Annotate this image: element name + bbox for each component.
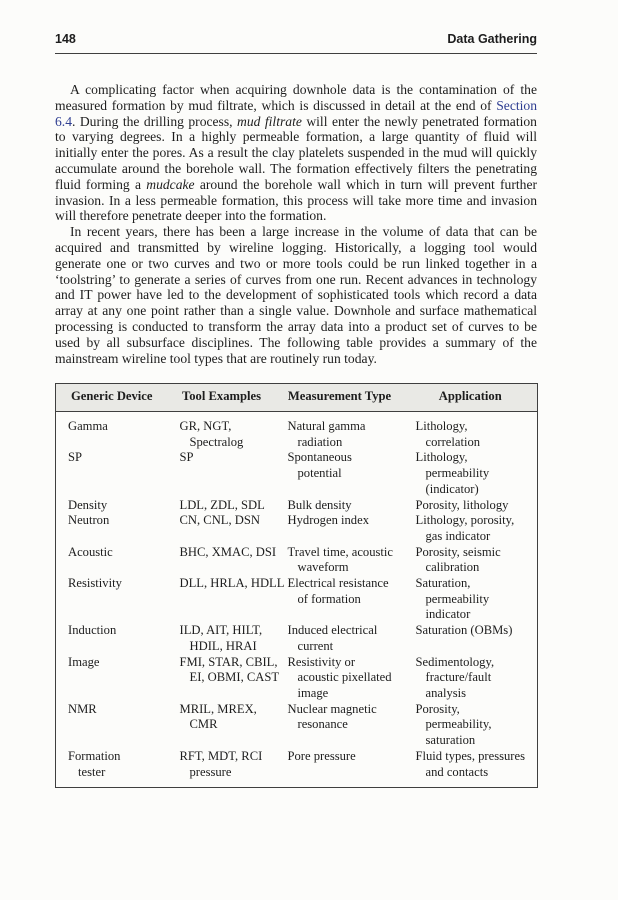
cell-line: potential (297, 466, 342, 481)
table-cell (276, 498, 404, 514)
table-cell (404, 498, 538, 514)
cell-line: (indicator) (425, 481, 479, 496)
cell-line: Lithology, porosity, (415, 513, 515, 528)
cell-line: HDIL, HRAI (189, 638, 257, 653)
table-cell (56, 623, 168, 654)
cell-line: Saturation, (415, 576, 471, 591)
table-cell (276, 702, 404, 749)
table-cell (168, 545, 276, 576)
wireline-tools-table (55, 383, 538, 788)
cell-line: Formation (68, 748, 121, 763)
table-cell (276, 545, 404, 576)
table-cell (56, 450, 168, 497)
cell-line: Gamma (68, 419, 108, 434)
column-header: Generic Device (56, 384, 168, 412)
text-segment: will enter the newly penetrated formation to varying degrees. In a highly permeable formation, a large quantity of fluid will initially enter the pores. As a result the clay platelets suspended in the mud will quickly accumulate around the borehole wall. The formation effectively filters the penetrating fluid forming a (55, 113, 537, 192)
cell-line: of formation (297, 591, 361, 606)
cell-line: correlation (425, 434, 481, 449)
cell-line: Lithology, (415, 450, 468, 465)
table-cell (404, 412, 538, 451)
cell-line: Neutron (68, 513, 110, 528)
table-cell (168, 749, 276, 788)
cell-line: Saturation (OBMs) (415, 623, 513, 638)
cell-line: CMR (189, 717, 218, 732)
table-row (56, 513, 538, 544)
table-cell (404, 702, 538, 749)
cell-line: Nuclear magnetic (287, 701, 377, 716)
cell-line: Induction (68, 623, 117, 638)
column-header: Application (404, 384, 538, 412)
table-cell (276, 450, 404, 497)
column-header: Measurement Type (276, 384, 404, 412)
cell-line: Image (68, 654, 100, 669)
cell-line: Porosity, lithology (415, 497, 509, 512)
cell-line: radiation (297, 434, 343, 449)
page-number: 148 (55, 32, 76, 46)
column-header: Tool Examples (168, 384, 276, 412)
table-cell (404, 513, 538, 544)
table-cell (404, 655, 538, 702)
cell-line: Hydrogen index (287, 513, 369, 528)
page-header (55, 32, 537, 54)
table-cell (168, 450, 276, 497)
table-row (56, 655, 538, 702)
table-cell (168, 702, 276, 749)
table-cell (56, 576, 168, 623)
cell-line: image (297, 686, 329, 700)
text-segment: In recent years, there has been a large increase in the volume of data that can be acquired and transmitted by wireline logging. Historically, a logging tool would generate one or two curves and two or more tools could be run linked together in a ‘toolstring’ to generate a series of curves from one run. Recent advances in technology and IT power have led to the development of sophisticated tools which record a data array at any one point rather than a single value. Downhole and surface mathematical processing is conducted to transform the array data into a product set of curves to be used by all subsurface disciplines. The following table provides a summary of the mainstream wireline tool types that are routinely run today. (55, 224, 537, 366)
table-header (56, 384, 538, 412)
table-cell (404, 576, 538, 623)
table-row (56, 450, 538, 497)
cell-line: EI, OBMI, CAST (189, 670, 280, 685)
cell-line: resonance (297, 717, 348, 732)
italic-term: mud filtrate (237, 113, 302, 129)
running-title: Data Gathering (447, 32, 537, 46)
cell-line: Travel time, acoustic (287, 544, 394, 559)
table-cell (56, 749, 168, 788)
cell-line: RFT, MDT, RCI (179, 748, 263, 763)
table-cell (56, 545, 168, 576)
cell-line: LDL, ZDL, SDL (179, 497, 265, 512)
cell-line: saturation (425, 733, 476, 748)
table-cell (276, 576, 404, 623)
cell-line: Resistivity or (287, 654, 356, 669)
table-cell (404, 749, 538, 788)
cell-line: fracture/fault (425, 670, 492, 685)
cell-line: BHC, XMAC, DSI (179, 544, 277, 559)
cell-line: Induced electrical (287, 623, 378, 638)
cell-line: current (297, 638, 334, 653)
table-cell (276, 513, 404, 544)
table-cell (276, 412, 404, 451)
cell-line: Porosity, seismic (415, 544, 501, 559)
table-row (56, 498, 538, 514)
table-cell (56, 412, 168, 451)
cell-line: Pore pressure (287, 748, 356, 763)
table-row (56, 412, 538, 451)
paragraph (55, 224, 537, 366)
table-row (56, 576, 538, 623)
cell-line: NMR (68, 701, 97, 716)
table-row (56, 545, 538, 576)
cell-line: indicator (425, 607, 471, 622)
table-cell (56, 655, 168, 702)
cell-line: MRIL, MREX, (179, 701, 257, 716)
cell-line: pressure (189, 764, 232, 779)
cell-line: SP (179, 450, 194, 465)
cell-line: Porosity, (415, 701, 460, 716)
table-cell (56, 513, 168, 544)
cell-line: calibration (425, 560, 480, 575)
cell-line: Acoustic (68, 544, 113, 559)
cell-line: waveform (297, 560, 349, 575)
cell-line: Density (68, 497, 108, 512)
table-cell (276, 749, 404, 788)
cell-line: Resistivity (68, 576, 122, 591)
table-cell (168, 576, 285, 623)
cell-line: and contacts (425, 764, 489, 779)
table-cell (168, 412, 276, 451)
cell-line: gas indicator (425, 528, 491, 543)
cell-line: acoustic pixellated (297, 670, 392, 685)
table-cell (168, 513, 276, 544)
cell-line: ILD, AIT, HILT, (179, 623, 263, 638)
cell-line: Natural gamma (287, 419, 366, 434)
cell-line: Bulk density (287, 497, 352, 512)
table-row (56, 702, 538, 749)
cell-line: analysis (425, 686, 467, 700)
cell-line: permeability (425, 466, 490, 481)
cell-line: Fluid types, pressures (415, 748, 525, 763)
table-header-row (56, 384, 538, 412)
cell-line: Spontaneous (287, 450, 352, 465)
table-cell (404, 545, 538, 576)
table-body (56, 412, 538, 788)
section-cross-reference-link[interactable]: Section 6.4 (55, 97, 537, 129)
table-cell (168, 654, 280, 702)
cell-line: permeability (425, 591, 490, 606)
table-cell (56, 702, 168, 749)
text-segment: around the borehole wall which in turn will prevent further invasion. In a less permeable formation, this process will take more time and invasion will therefore penetrate deeper into the formation. (55, 176, 537, 224)
cell-line: tester (78, 764, 106, 779)
text-segment: A complicating factor when acquiring downhole data is the contamination of the measured formation by mud filtrate, which is discussed in detail at the end of (55, 82, 537, 113)
paragraph (55, 82, 537, 224)
cell-line: CN, CNL, DSN (179, 513, 260, 528)
table-cell (276, 655, 404, 702)
text-segment: . During the drilling process, (72, 113, 237, 129)
cell-line: Lithology, (415, 419, 468, 434)
cell-line: GR, NGT, (179, 419, 232, 434)
cell-line: SP (68, 450, 83, 465)
table-row (56, 623, 538, 654)
table-cell (168, 623, 276, 654)
cell-line: Spectralog (189, 434, 244, 449)
body-text (55, 82, 537, 366)
cell-line: Electrical resistance (287, 576, 389, 591)
cell-line: Sedimentology, (415, 654, 495, 669)
table-cell (404, 623, 538, 654)
cell-line: FMI, STAR, CBIL, (179, 654, 278, 669)
table-cell (56, 498, 168, 514)
table-cell (168, 498, 276, 514)
cell-line: DLL, HRLA, HDLL (179, 576, 285, 591)
italic-term: mudcake (146, 176, 195, 192)
table-cell (404, 450, 538, 497)
table-row (56, 749, 538, 788)
cell-line: permeability, (425, 717, 492, 732)
table-cell (276, 623, 404, 654)
